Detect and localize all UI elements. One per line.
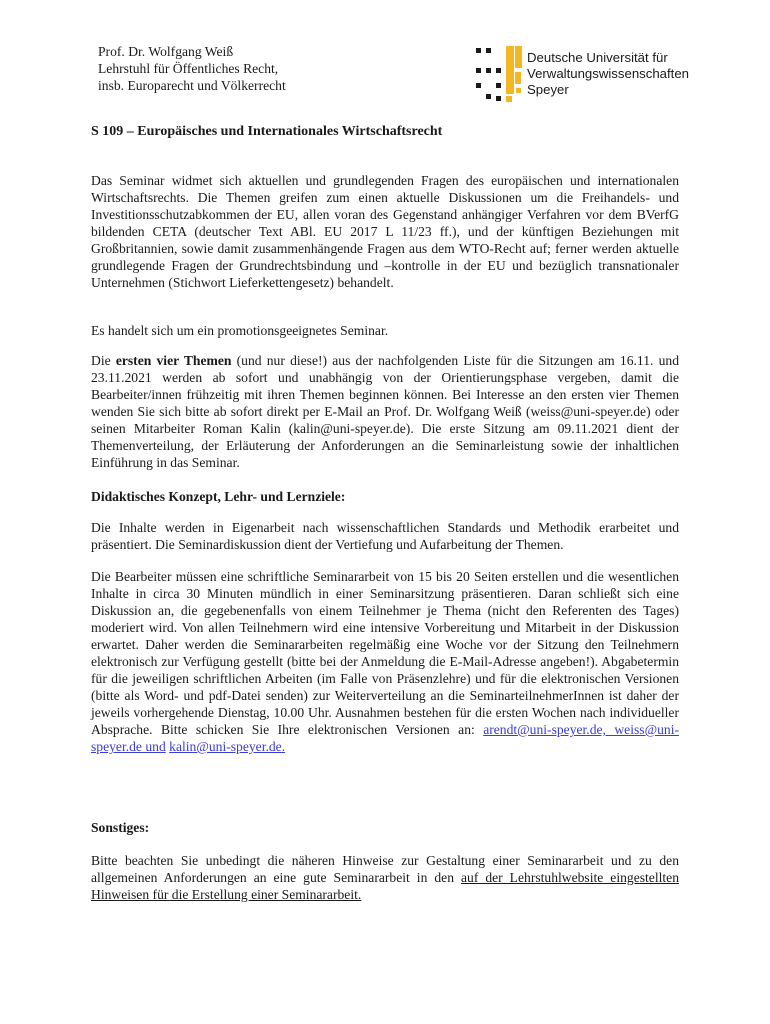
seminar-title: S 109 – Europäisches und Internationales Wirtschaftsrecht xyxy=(91,124,443,139)
email-link-kalin[interactable]: kalin@uni-speyer.de. xyxy=(169,739,286,754)
sonstiges-text: Bitte beachten Sie unbedingt die näheren Hinweise zur Gestaltung einer Seminararbeit und zu den allgemeinen Anforderungen an eine gute Seminararbeit in den xyxy=(91,853,679,885)
university-name xyxy=(527,50,689,98)
university-line-2: Verwaltungswissenschaften xyxy=(527,66,690,81)
intro-paragraph: Das Seminar widmet sich aktuellen und grundlegenden Fragen des europäischen und internationalen Wirtschaftsrechts. Die Themen greifen zum einen aktuelle Diskussionen um die Freihandels- und Investitionsschutzabkommen der EU, allen voran des Gegenstand anhängiger Verfahren vor dem BVerfG bildenden CETA (deutscher Text ABl. EU 2017 L 11/23 ff.), und der künftigen Beziehungen mit Großbritannien, sowie damit zusammenhängende Fragen aus dem WTO-Recht auf; ferner werden aktuelle grundlegende Fragen der Grundrechtsbindung und –kontrolle in der EU und bezüglich transnationaler Unternehmen (Stichwort Lieferkettengesetz) behandelt. xyxy=(91,173,679,290)
sonstiges-paragraph xyxy=(91,852,679,903)
chair-line-professor: Prof. Dr. Wolfgang Weiß xyxy=(98,44,234,59)
didaktik-paragraph-1: Die Inhalte werden in Eigenarbeit nach wissenschaftlichen Standards und Methodik erarbeitet und präsentiert. Die Seminardiskussion dient der Vertiefung und Aufarbeitung der Themen. xyxy=(91,520,679,552)
didaktik-paragraph-2 xyxy=(91,568,679,755)
didaktik-heading: Didaktisches Konzept, Lehr- und Lernziele: xyxy=(91,489,346,504)
chair-line-field: insb. Europarecht und Völkerrecht xyxy=(98,78,286,93)
university-line-1: Deutsche Universität für xyxy=(527,50,668,65)
topics-paragraph xyxy=(91,352,679,471)
sonstiges-heading: Sonstiges: xyxy=(91,820,150,835)
promotion-paragraph: Es handelt sich um ein promotionsgeeignetes Seminar. xyxy=(91,323,389,338)
topics-rest: (und nur diese!) aus der nachfolgenden Liste für die Sitzungen am 16.11. und 23.11.2021 werden ab sofort und unabhängig von der Orientierungsphase vergeben, damit die Bearbeiter/innen frühzeitig mit ihren Themen beginnen können. Bei Interesse an den ersten vier Themen wenden Sie sich bitte ab sofort direkt per E-Mail an Prof. Dr. Wolfgang Weiß (weiss@uni-speyer.de) oder seinen Mitarbeiter Roman Kalin (kalin@uni-speyer.de). Die erste Sitzung am 09.11.2021 dient der Themenverteilung, der Erläuterung der Anforderungen an die Seminarleistung sowie der inhaltlichen Einführung in das Seminar. xyxy=(91,353,679,470)
chair-line-chair: Lehrstuhl für Öffentliches Recht, xyxy=(98,61,279,76)
email-links[interactable]: arendt@uni-speyer.de, weiss@uni-speyer.de und xyxy=(91,722,679,754)
topics-bold: ersten vier Themen xyxy=(115,353,232,368)
didaktik-paragraph-2-text: Die Bearbeiter müssen eine schriftliche Seminararbeit von 15 bis 20 Seiten erstellen und die wesentlichen Inhalte in circa 30 Minuten mündlich in einer Seminarsitzung präsentieren. Daran schließt sich eine Diskussion an, die gegebenenfalls von einem Teilnehmer je Thema (nicht den Referenten des Tages) moderiert wird. Von allen Teilnehmern wird eine intensive Vorbereitung und Mitarbeit in der Diskussion erwartet. Daher werden die Seminararbeiten regelmäßig eine Woche vor der Sitzung den Teilnehmern elektronisch zur Verfügung gestellt (bitte bei der Anmeldung die E-Mail-Adresse angeben!). Abgabetermin für die jeweiligen schriftlichen Arbeiten (im Falle von Präsenzlehre) und für die elektronischen Versionen (bitte als Word- und pdf-Datei senden) zur Weiterverteilung an die SeminarteilnehmerInnen ist daher der jeweils vorhergehende Dienstag, 10.00 Uhr. Ausnahmen bestehen für die ersten Wochen nach individueller Absprache. Bitte schicken Sie Ihre elektronischen Versionen an: xyxy=(91,569,679,737)
topics-lead: Die xyxy=(91,353,116,368)
website-guidelines-link[interactable]: auf der Lehrstuhlwebsite eingestellten Hinweisen für die Erstellung einer Seminararbeit. xyxy=(91,870,679,902)
university-line-3: Speyer xyxy=(527,82,569,97)
chair-header xyxy=(98,43,286,94)
